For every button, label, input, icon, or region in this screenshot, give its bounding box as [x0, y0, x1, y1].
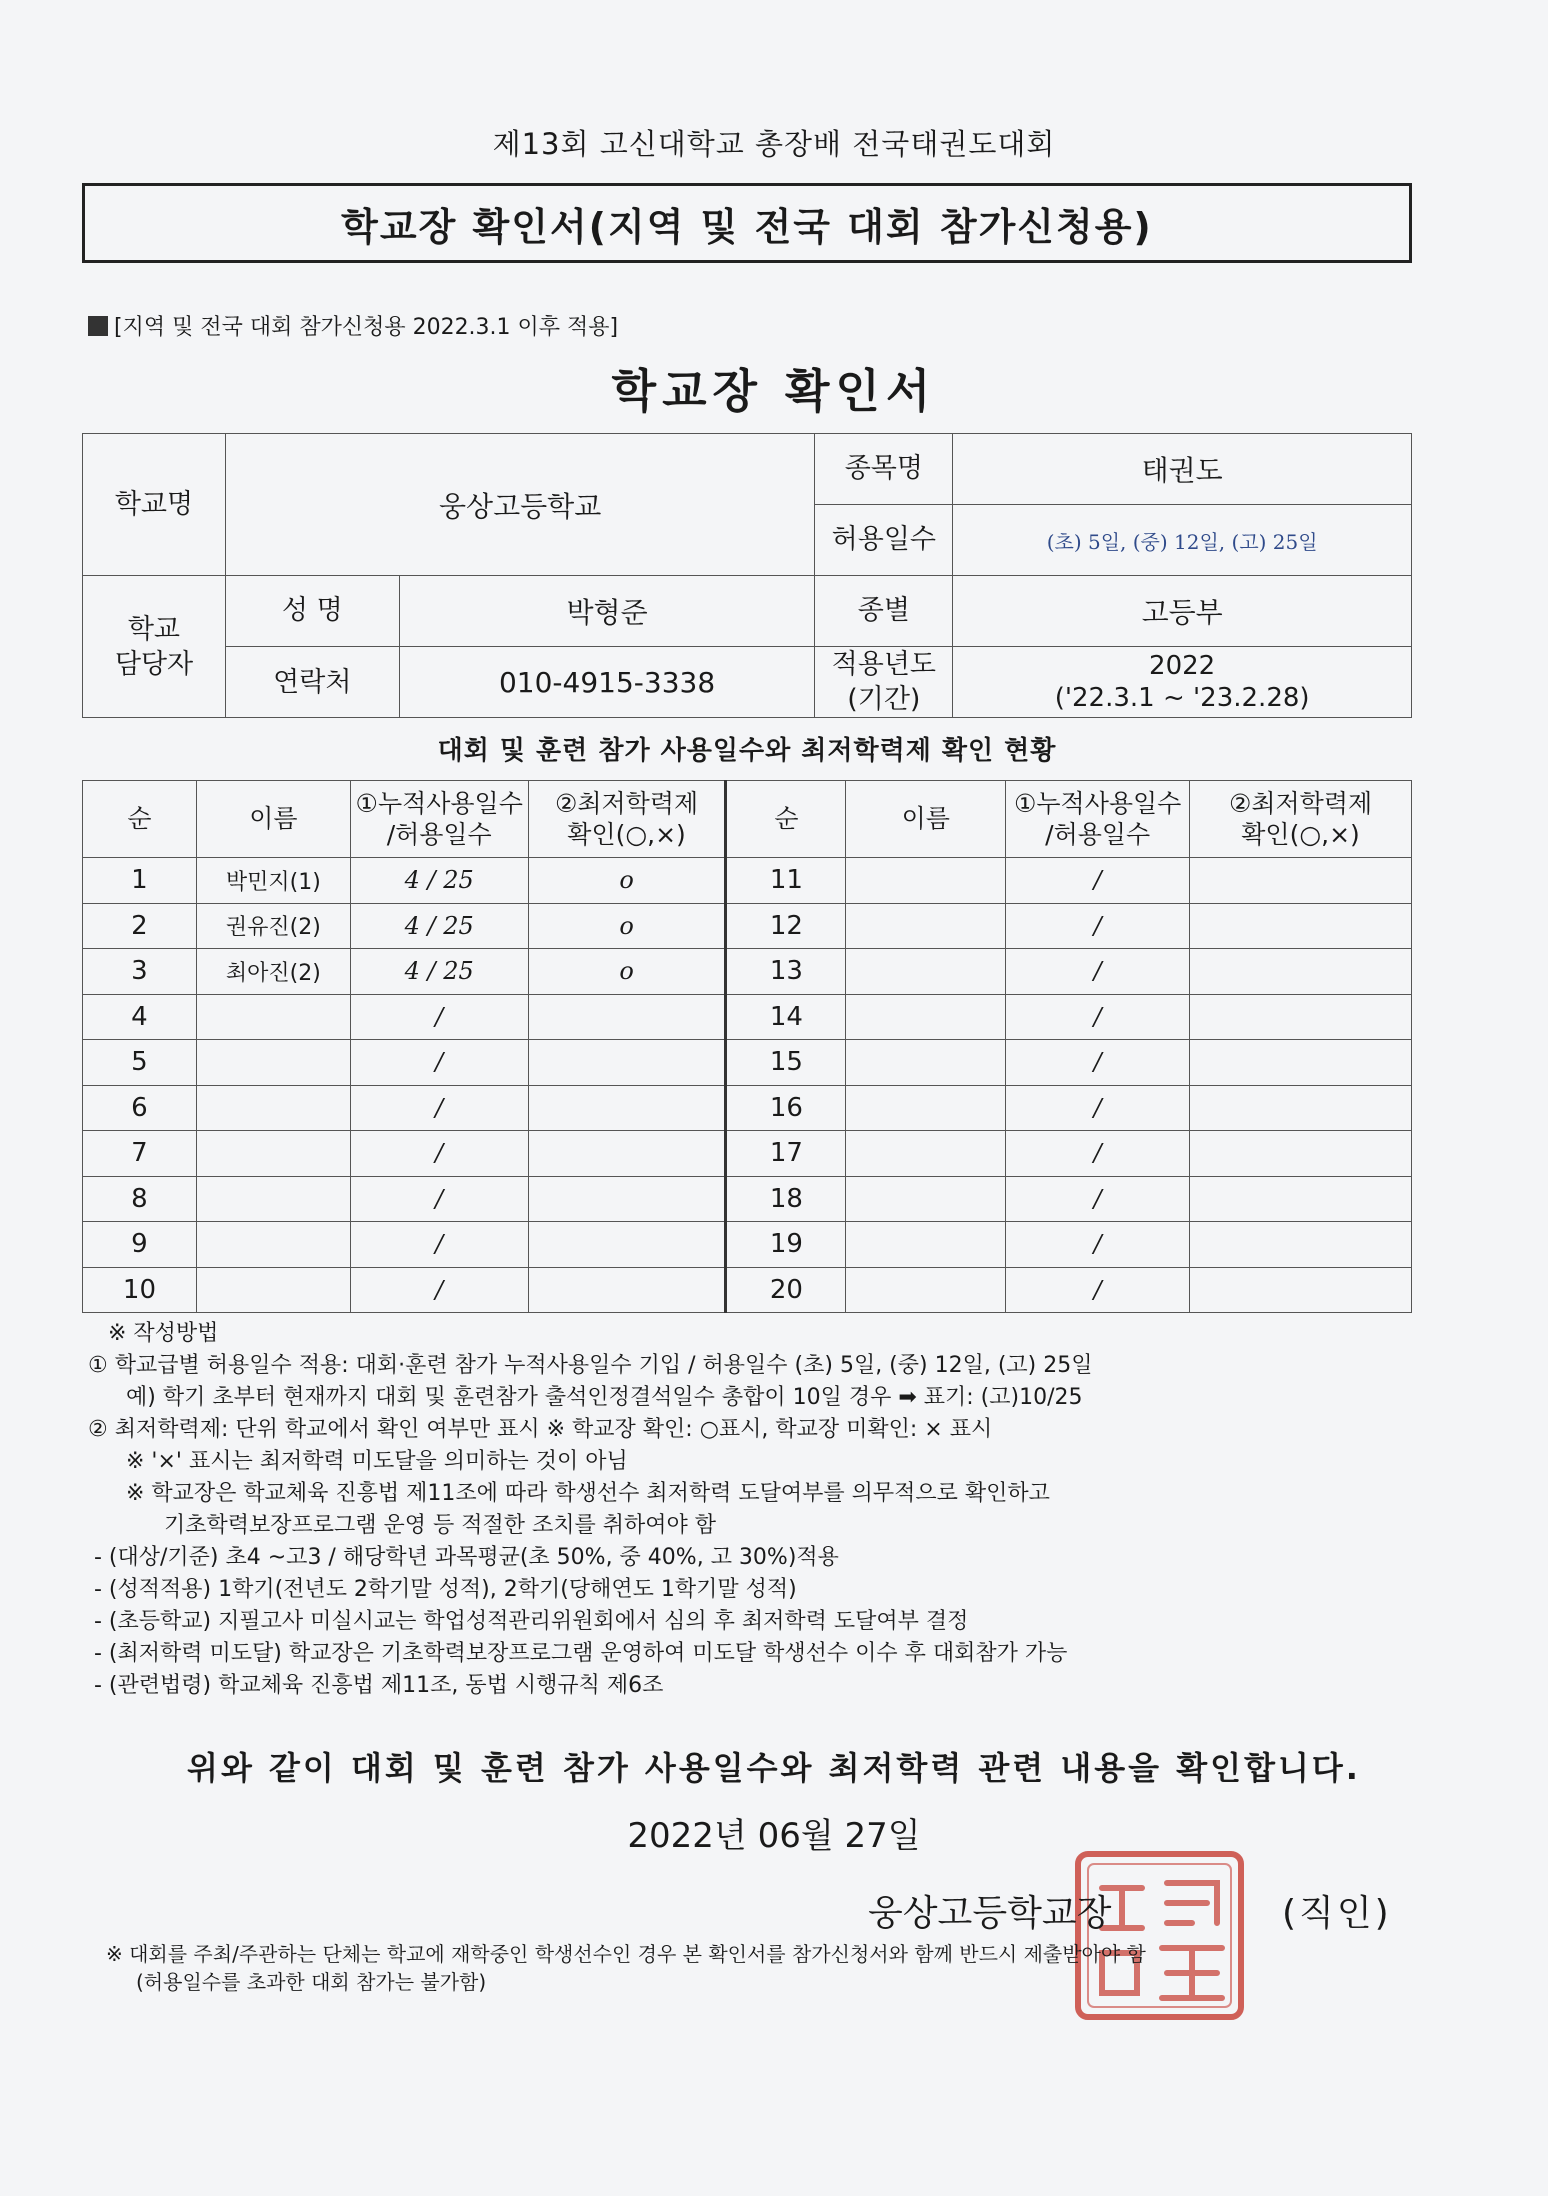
principal-name: 웅상고등학교장 [868, 1893, 1112, 1934]
manager-name: 박형준 [399, 576, 815, 647]
grade-check [1190, 903, 1412, 949]
instruction-line: ※ 학교장은 학교체육 진흥법 제11조에 따라 학생선수 최저학력 도달여부를 의무적으로 확인하고 [126, 1481, 1050, 1506]
days-used: / [350, 1131, 528, 1177]
days-used: 4 / 25 [350, 858, 528, 904]
year-label: 적용년도 (기간) [815, 647, 953, 718]
days-used: / [1006, 1131, 1190, 1177]
student-name: 최아진(2) [196, 949, 350, 995]
division-value: 고등부 [953, 576, 1412, 647]
table-row [83, 1131, 1412, 1177]
row-number: 2 [83, 903, 197, 949]
student-name [196, 1222, 350, 1268]
summary-title: 대회 및 훈련 참가 사용일수와 최저학력제 확인 현황 [437, 736, 1057, 766]
school-label: 학교명 [83, 434, 226, 576]
days-used: / [350, 1040, 528, 1086]
row-number: 17 [726, 1131, 846, 1177]
student-name [846, 1267, 1006, 1313]
days-used: / [350, 994, 528, 1040]
instruction-line: - (최저학력 미도달) 학교장은 기초학력보장프로그램 운영하여 미도달 학생선수 이수 후 대회참가 가능 [94, 1641, 1068, 1666]
table-row [83, 1267, 1412, 1313]
student-name [846, 903, 1006, 949]
division-label: 종별 [815, 576, 953, 647]
student-name [846, 1131, 1006, 1177]
sport-label: 종목명 [815, 434, 953, 505]
instruction-line: ② 최저학력제: 단위 학교에서 확인 여부만 표시 ※ 학교장 확인: ○표시, 학교장 미확인: × 표시 [88, 1417, 993, 1442]
info-table [82, 433, 1412, 718]
row-number: 10 [83, 1267, 197, 1313]
days-used: / [1006, 903, 1190, 949]
header-name: 이름 [196, 781, 350, 858]
table-row [83, 994, 1412, 1040]
table-row [83, 1085, 1412, 1131]
issue-date: 2022년 06월 27일 [627, 1816, 921, 1856]
instruction-line: ① 학교급별 허용일수 적용: 대회·훈련 참가 누적사용일수 기입 / 허용일수 (초) 5일, (중) 12일, (고) 25일 [88, 1353, 1093, 1378]
header-name: 이름 [846, 781, 1006, 858]
student-name [846, 1222, 1006, 1268]
grade-check [1190, 1267, 1412, 1313]
student-name [196, 1085, 350, 1131]
square-bullet-icon [88, 316, 108, 336]
seal-label: (직인) [1282, 1893, 1392, 1934]
days-used: / [1006, 949, 1190, 995]
days-used: / [1006, 1222, 1190, 1268]
instructions [88, 1318, 1418, 1702]
grade-check [1190, 994, 1412, 1040]
row-number: 14 [726, 994, 846, 1040]
student-name [846, 1040, 1006, 1086]
grade-check [1190, 1131, 1412, 1177]
banner-title: 학교장 확인서(지역 및 전국 대회 참가신청용) [82, 183, 1412, 263]
grade-check [528, 994, 726, 1040]
instruction-line: - (초등학교) 지필고사 미실시교는 학업성적관리위원회에서 심의 후 최저학력 도달여부 결정 [94, 1609, 969, 1634]
school-name: 웅상고등학교 [225, 434, 815, 576]
row-number: 13 [726, 949, 846, 995]
row-number: 4 [83, 994, 197, 1040]
header-days: ①누적사용일수 /허용일수 [350, 781, 528, 858]
header-no: 순 [83, 781, 197, 858]
instruction-line: - (관련법령) 학교체육 진흥법 제11조, 동법 시행규칙 제6조 [94, 1673, 664, 1698]
days-used: / [350, 1085, 528, 1131]
days-used: / [1006, 994, 1190, 1040]
table-row [83, 1040, 1412, 1086]
row-number: 3 [83, 949, 197, 995]
event-title: 제13회 고신대학교 총장배 전국태권도대회 [492, 127, 1056, 161]
roster-table [82, 780, 1412, 1313]
roster-header-row [83, 781, 1412, 858]
student-name [846, 858, 1006, 904]
row-number: 16 [726, 1085, 846, 1131]
table-row [83, 1176, 1412, 1222]
student-name [196, 994, 350, 1040]
table-row [83, 949, 1412, 995]
sport-value: 태권도 [953, 434, 1412, 505]
grade-check [1190, 858, 1412, 904]
grade-check: o [528, 858, 726, 904]
row-number: 15 [726, 1040, 846, 1086]
grade-check [528, 1131, 726, 1177]
grade-check [528, 1222, 726, 1268]
year-value: 2022 ('22.3.1 ~ '23.2.28) [953, 647, 1412, 718]
instruction-line: 예) 학기 초부터 현재까지 대회 및 훈련참가 출석인정결석일수 총합이 10일 경우 ➡ 표기: (고)10/25 [126, 1385, 1083, 1410]
instruction-line: 기초학력보장프로그램 운영 등 적절한 조치를 취하여야 함 [164, 1513, 717, 1538]
header-no: 순 [726, 781, 846, 858]
confirm-statement: 위와 같이 대회 및 훈련 참가 사용일수와 최저학력 관련 내용을 확인합니다. [187, 1749, 1361, 1787]
header-grade: ②최저학력제 확인(○,×) [1190, 781, 1412, 858]
days-used: 4 / 25 [350, 903, 528, 949]
days-used: / [1006, 1176, 1190, 1222]
grade-check: o [528, 949, 726, 995]
student-name [196, 1131, 350, 1177]
instruction-line: ※ '×' 표시는 최저학력 미도달을 의미하는 것이 아님 [126, 1449, 628, 1474]
grade-check [1190, 1085, 1412, 1131]
grade-check [1190, 1222, 1412, 1268]
row-number: 9 [83, 1222, 197, 1268]
student-name: 권유진(2) [196, 903, 350, 949]
contact-value: 010-4915-3338 [399, 647, 815, 718]
row-number: 18 [726, 1176, 846, 1222]
table-row [83, 1222, 1412, 1268]
days-used: / [350, 1176, 528, 1222]
grade-check [528, 1085, 726, 1131]
grade-check [1190, 949, 1412, 995]
grade-check [528, 1176, 726, 1222]
student-name [846, 1085, 1006, 1131]
student-name: 박민지(1) [196, 858, 350, 904]
student-name [846, 949, 1006, 995]
student-name [846, 1176, 1006, 1222]
header-grade: ②최저학력제 확인(○,×) [528, 781, 726, 858]
footnote: ※ 대회를 주최/주관하는 단체는 학교에 재학중인 학생선수인 경우 본 확인서를 참가신청서와 함께 반드시 제출받아야 함 (허용일수를 초과한 대회 참가는 불가함) [106, 1942, 1146, 1994]
row-number: 8 [83, 1176, 197, 1222]
days-used: / [350, 1267, 528, 1313]
row-number: 11 [726, 858, 846, 904]
days-used: / [350, 1222, 528, 1268]
student-name [846, 994, 1006, 1040]
instruction-line: - (대상/기준) 초4 ~고3 / 해당학년 과목평균(초 50%, 중 40%, 고 30%)적용 [94, 1545, 839, 1570]
student-name [196, 1176, 350, 1222]
row-number: 7 [83, 1131, 197, 1177]
grade-check [528, 1267, 726, 1313]
row-number: 6 [83, 1085, 197, 1131]
days-used: 4 / 25 [350, 949, 528, 995]
table-row [83, 858, 1412, 904]
grade-check [1190, 1040, 1412, 1086]
days-used: / [1006, 1085, 1190, 1131]
row-number: 1 [83, 858, 197, 904]
days-used: / [1006, 1267, 1190, 1313]
days-used: / [1006, 1040, 1190, 1086]
student-name [196, 1040, 350, 1086]
allowed-label: 허용일수 [815, 505, 953, 576]
name-label: 성 명 [225, 576, 399, 647]
manager-label: 학교 담당자 [83, 576, 226, 718]
row-number: 19 [726, 1222, 846, 1268]
instruction-line: - (성적적용) 1학기(전년도 2학기말 성적), 2학기(당해연도 1학기말 성적) [94, 1577, 797, 1602]
table-row [83, 903, 1412, 949]
days-used: / [1006, 858, 1190, 904]
student-name [196, 1267, 350, 1313]
row-number: 20 [726, 1267, 846, 1313]
instruction-heading: ※ 작성방법 [108, 1321, 219, 1346]
contact-label: 연락처 [225, 647, 399, 718]
header-days: ①누적사용일수 /허용일수 [1006, 781, 1190, 858]
allowed-value: (초) 5일, (중) 12일, (고) 25일 [953, 505, 1412, 576]
grade-check [528, 1040, 726, 1086]
row-number: 12 [726, 903, 846, 949]
grade-check: o [528, 903, 726, 949]
main-title: 학교장 확인서 [611, 364, 937, 418]
grade-check [1190, 1176, 1412, 1222]
row-number: 5 [83, 1040, 197, 1086]
top-note: [지역 및 전국 대회 참가신청용 2022.3.1 이후 적용] [88, 310, 618, 341]
